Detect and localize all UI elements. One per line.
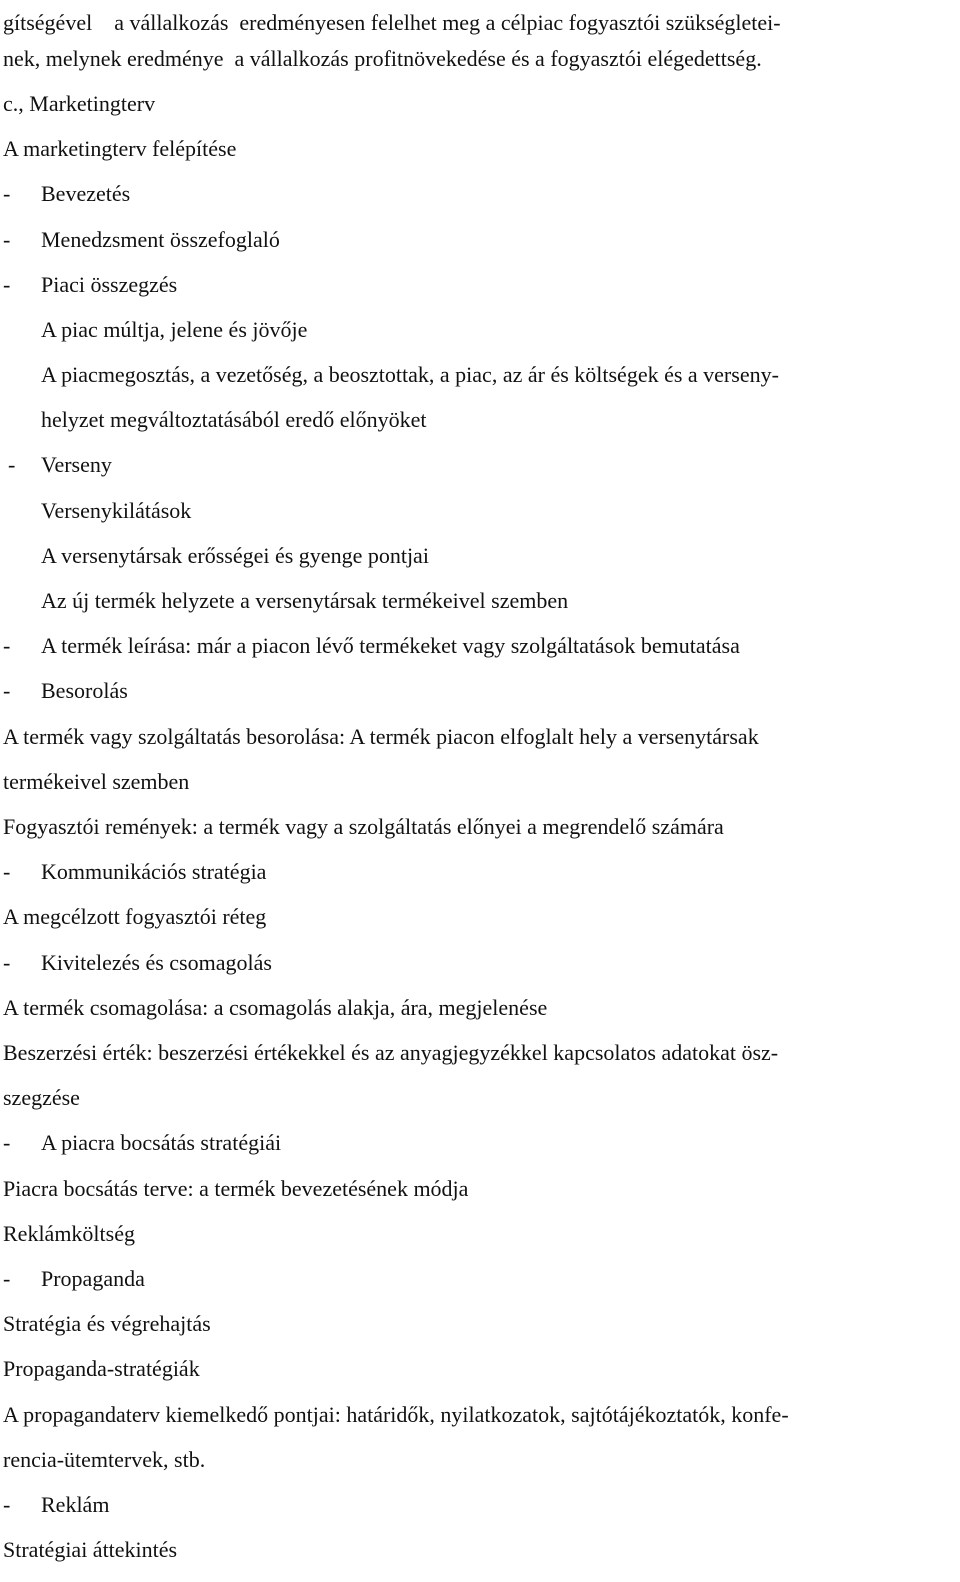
paragraph-line (3, 1166, 955, 1211)
list-item (3, 217, 955, 262)
indented-line (41, 307, 960, 352)
paragraph-line (3, 985, 955, 1030)
line-text: A piac múltja, jelene és jövője (41, 317, 308, 342)
subheading (3, 126, 955, 171)
paragraph-line (3, 1392, 955, 1437)
paragraph-line (3, 1075, 955, 1120)
line-text: A piacmegosztás, a vezetőség, a beosztottak, a piac, az ár és költségek és a verseny- (41, 362, 779, 387)
list-bullet: - (3, 181, 11, 206)
line-text: Piacra bocsátás terve: a termék bevezetésének módja (3, 1176, 469, 1201)
line-text: Beszerzési érték: beszerzési értékekkel és az anyagjegyzékkel kapcsolatos adatokat ösz- (3, 1040, 779, 1065)
line-text: Az új termék helyzete a versenytársak termékeivel szemben (41, 588, 569, 613)
list-item (3, 623, 955, 668)
line-text: Stratégia és végrehajtás (3, 1311, 211, 1336)
line-text: Stratégiai áttekintés (3, 1537, 178, 1562)
paragraph-line (3, 804, 955, 849)
line-text: Reklámköltség (3, 1221, 135, 1246)
line-text: A versenytársak erősségei és gyenge pontjai (41, 543, 429, 568)
list-bullet: - (3, 1266, 11, 1291)
list-item-text: Piaci összegzés (41, 272, 178, 297)
line-text: helyzet megváltoztatásából eredő előnyöket (41, 407, 427, 432)
line-text: A propagandaterv kiemelkedő pontjai: határidők, nyilatkozatok, sajtótájékoztatók, konfe- (3, 1402, 789, 1427)
line-text: rencia-ütemtervek, stb. (3, 1447, 206, 1472)
list-item-text: Reklám (41, 1492, 110, 1517)
line-text: Fogyasztói remények: a termék vagy a szolgáltatás előnyei a megrendelő számára (3, 814, 724, 839)
paragraph-line (3, 759, 955, 804)
list-bullet: - (3, 1130, 11, 1155)
paragraph-line (3, 714, 955, 759)
list-item-text: A termék leírása: már a piacon lévő termékeket vagy szolgáltatások bemutatása (41, 633, 740, 658)
indented-line (41, 352, 960, 397)
line-text: termékeivel szemben (3, 769, 190, 794)
line-text: nek, melynek eredménye a vállalkozás profitnövekedése és a fogyasztói elégedettség. (3, 46, 762, 71)
line-text: A termék csomagolása: a csomagolás alakja, ára, megjelenése (3, 995, 548, 1020)
paragraph-line (3, 36, 955, 81)
list-item-text: Propaganda (41, 1266, 145, 1291)
list-item (3, 1256, 955, 1301)
paragraph-line (3, 1346, 955, 1391)
indented-line (41, 533, 960, 578)
list-item (8, 442, 960, 487)
line-text: szegzése (3, 1085, 80, 1110)
indented-line (41, 397, 960, 442)
paragraph-line (3, 1437, 955, 1482)
list-item-text: A piacra bocsátás stratégiái (41, 1130, 282, 1155)
indented-line (41, 578, 960, 623)
list-bullet: - (3, 633, 11, 658)
list-bullet: - (3, 272, 11, 297)
list-bullet: - (3, 227, 11, 252)
section-heading (3, 81, 955, 126)
list-bullet: - (3, 859, 11, 884)
list-item-text: Kivitelezés és csomagolás (41, 950, 272, 975)
list-item (3, 1120, 955, 1165)
line-text: A megcélzott fogyasztói réteg (3, 904, 267, 929)
line-text: Propaganda-stratégiák (3, 1356, 200, 1381)
list-item-text: Besorolás (41, 678, 128, 703)
list-item-text: Kommunikációs stratégia (41, 859, 267, 884)
line-text: A marketingterv felépítése (3, 136, 237, 161)
line-text: A termék vagy szolgáltatás besorolása: A termék piacon elfoglalt hely a versenytársak (3, 724, 759, 749)
paragraph-line (3, 1527, 955, 1572)
list-item-text: Menedzsment összefoglaló (41, 227, 280, 252)
list-item (3, 849, 955, 894)
list-item-text: Verseny (41, 452, 112, 477)
list-item (3, 1482, 955, 1527)
paragraph-line (3, 1030, 955, 1075)
line-text: c., Marketingterv (3, 91, 156, 116)
line-text: Versenykilátások (41, 498, 192, 523)
list-bullet: - (3, 678, 11, 703)
list-item (3, 262, 955, 307)
line-text: gítségével a vállalkozás eredményesen felelhet meg a célpiac fogyasztói szükségletei- (3, 10, 781, 35)
indented-line (41, 488, 960, 533)
paragraph-line (3, 894, 955, 939)
paragraph-line (3, 1211, 955, 1256)
paragraph-line (3, 1301, 955, 1346)
list-bullet: - (3, 950, 11, 975)
list-item-text: Bevezetés (41, 181, 131, 206)
list-item (3, 171, 955, 216)
list-item (3, 668, 955, 713)
list-bullet: - (8, 452, 16, 477)
list-item (3, 940, 955, 985)
list-bullet: - (3, 1492, 11, 1517)
